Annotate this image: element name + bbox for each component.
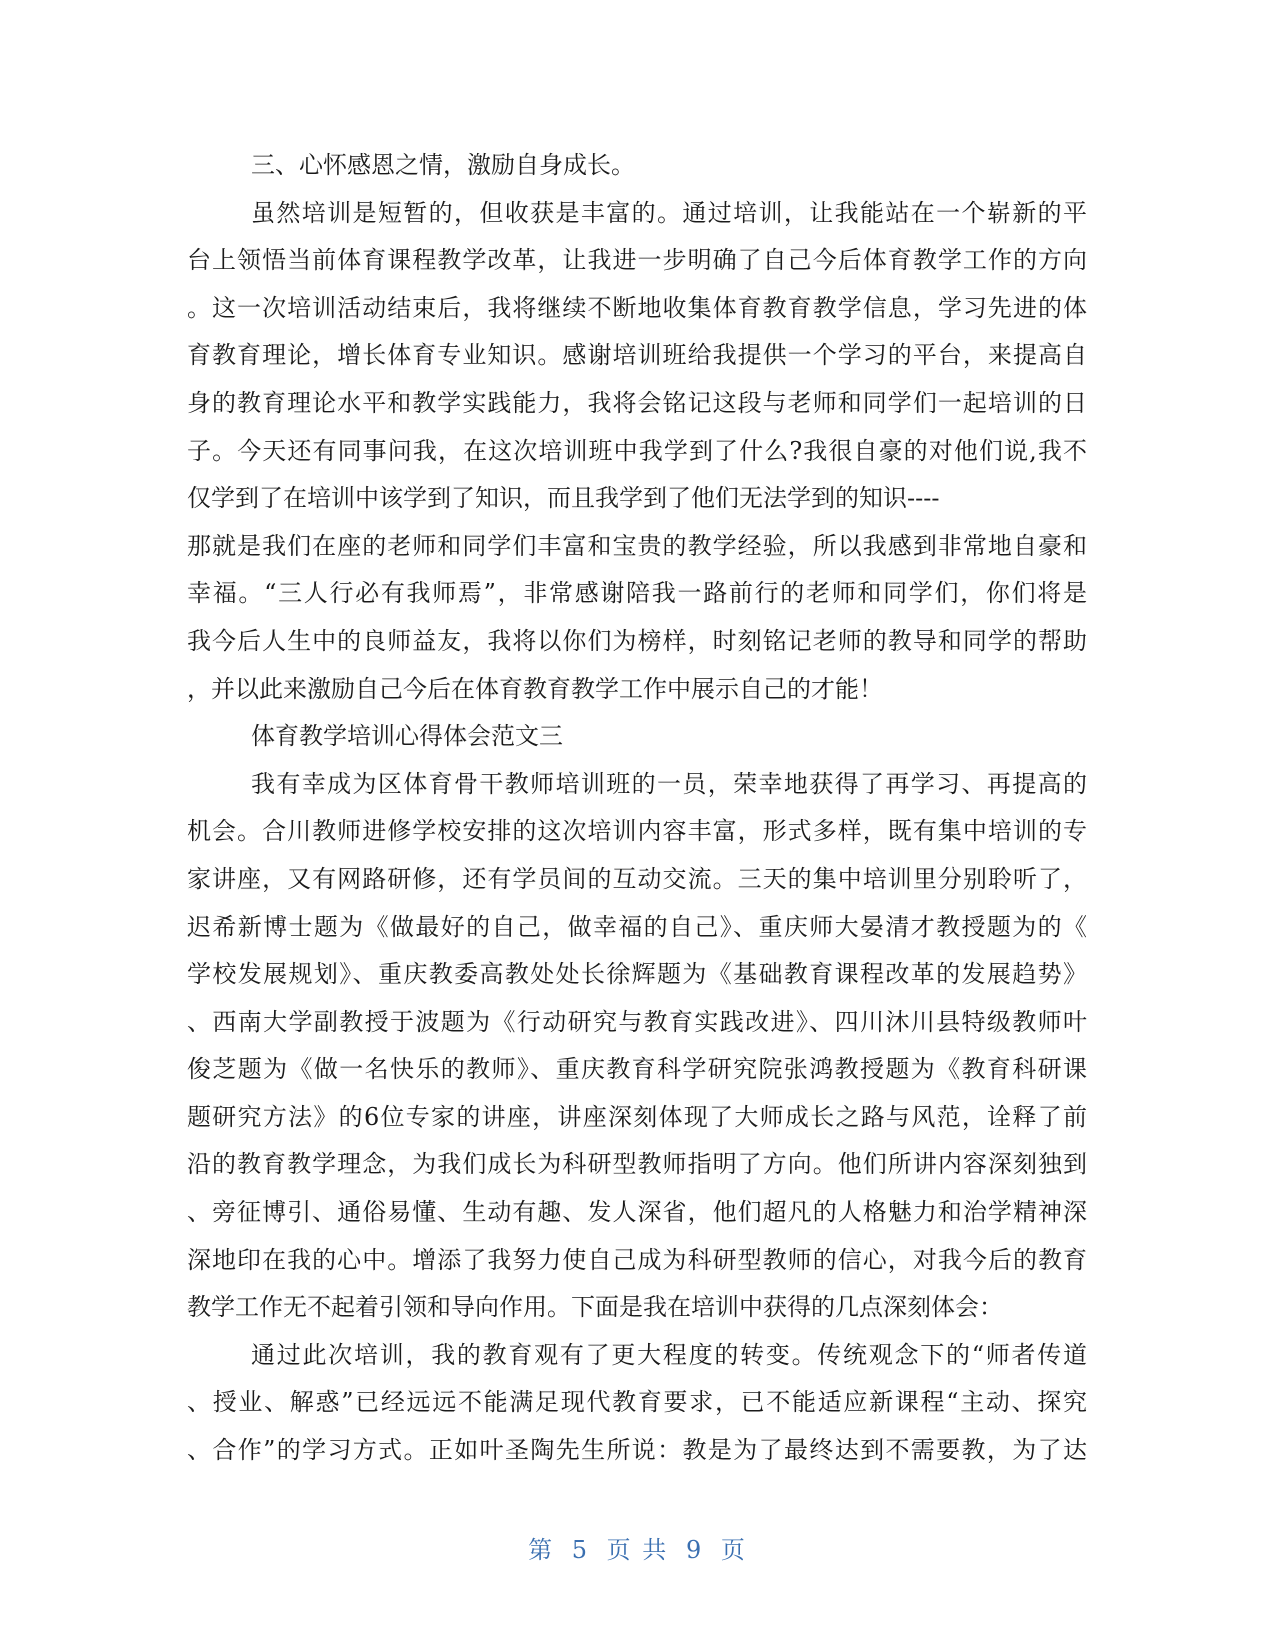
paragraph-line: 我今后人生中的良师益友，我将以你们为榜样，时刻铭记老师的教导和同学的帮助 [187,626,1087,655]
paragraph-line: 机会。合川教师进修学校安排的这次培训内容丰富，形式多样，既有集中培训的专 [187,817,1087,846]
paragraph-line: 、授业、解惑”已经远远不能满足现代教育要求，已不能适应新课程“主动、探究 [187,1388,1087,1417]
paragraph-line: 、合作”的学习方式。正如叶圣陶先生所说：教是为了最终达到不需要教，为了达 [187,1436,1087,1465]
paragraph-line: 俊芝题为《做一名快乐的教师》、重庆教育科学研究院张鸿教授题为《教育科研课 [187,1055,1087,1084]
paragraph-line: 通过此次培训，我的教育观有了更大程度的转变。传统观念下的“师者传道 [251,1340,1087,1369]
paragraph-line: 育教育理论，增长体育专业知识。感谢培训班给我提供一个学习的平台，来提高自 [187,341,1087,370]
paragraph-line: 教学工作无不起着引领和导向作用。下面是我在培训中获得的几点深刻体会： [187,1293,1003,1322]
paragraph-line: ，并以此来激励自己今后在体育教育教学工作中展示自己的才能！ [187,674,883,703]
paragraph-line: 学校发展规划》、重庆教委高教处处长徐辉题为《基础教育课程改革的发展趋势》 [187,960,1087,989]
paragraph-line: 幸福。“三人行必有我师焉”，非常感谢陪我一路前行的老师和同学们，你们将是 [187,579,1087,608]
paragraph-line: 我有幸成为区体育骨干教师培训班的一员，荣幸地获得了再学习、再提高的 [251,769,1087,798]
page-number-footer [0,1530,1275,1565]
page-label-suffix: 页 [720,1536,747,1564]
paragraph-line: 、旁征博引、通俗易懂、生动有趣、发人深省，他们超凡的人格魅力和治学精神深 [187,1198,1087,1227]
page-label-prefix: 第 [528,1536,555,1564]
section-heading: 三、心怀感恩之情，激励自身成长。 [251,151,635,179]
paragraph-line: 家讲座，又有网路研修，还有学员间的互动交流。三天的集中培训里分别聆听了， [187,864,1087,893]
page-label-middle: 页 共 [606,1536,669,1564]
paragraph-line: 虽然培训是短暂的，但收获是丰富的。通过培训，让我能站在一个崭新的平 [251,198,1087,227]
paragraph-line: 、西南大学副教授于波题为《行动研究与教育实践改进》、四川沐川县特级教师叶 [187,1007,1087,1036]
section-title: 体育教学培训心得体会范文三 [251,722,563,751]
paragraph-line: 沿的教育教学理念，为我们成长为科研型教师指明了方向。他们所讲内容深刻独到 [187,1150,1087,1179]
paragraph-line: 台上领悟当前体育课程教学改革，让我进一步明确了自己今后体育教学工作的方向 [187,246,1087,275]
paragraph-line: 那就是我们在座的老师和同学们丰富和宝贵的教学经验，所以我感到非常地自豪和 [187,531,1087,560]
paragraph-line: 题研究方法》的6位专家的讲座，讲座深刻体现了大师成长之路与风范，诠释了前 [187,1102,1087,1131]
paragraph-line: 子。今天还有同事问我，在这次培训班中我学到了什么?我很自豪的对他们说,我不 [187,436,1087,465]
paragraph-line: 仅学到了在培训中该学到了知识，而且我学到了他们无法学到的知识---- [187,484,940,513]
paragraph-line: 。这一次培训活动结束后，我将继续不断地收集体育教育教学信息，学习先进的体 [187,293,1087,322]
paragraph-line: 身的教育理论水平和教学实践能力，我将会铭记这段与老师和同学们一起培训的日 [187,388,1087,417]
paragraph-line: 迟希新博士题为《做最好的自己，做幸福的自己》、重庆师大晏清才教授题为的《 [187,912,1087,941]
page-current-number: 5 [571,1536,590,1564]
paragraph-line: 深地印在我的心中。增添了我努力使自己成为科研型教师的信心，对我今后的教育 [187,1245,1087,1274]
document-body [187,142,1087,1475]
page-total-number: 9 [685,1536,704,1564]
